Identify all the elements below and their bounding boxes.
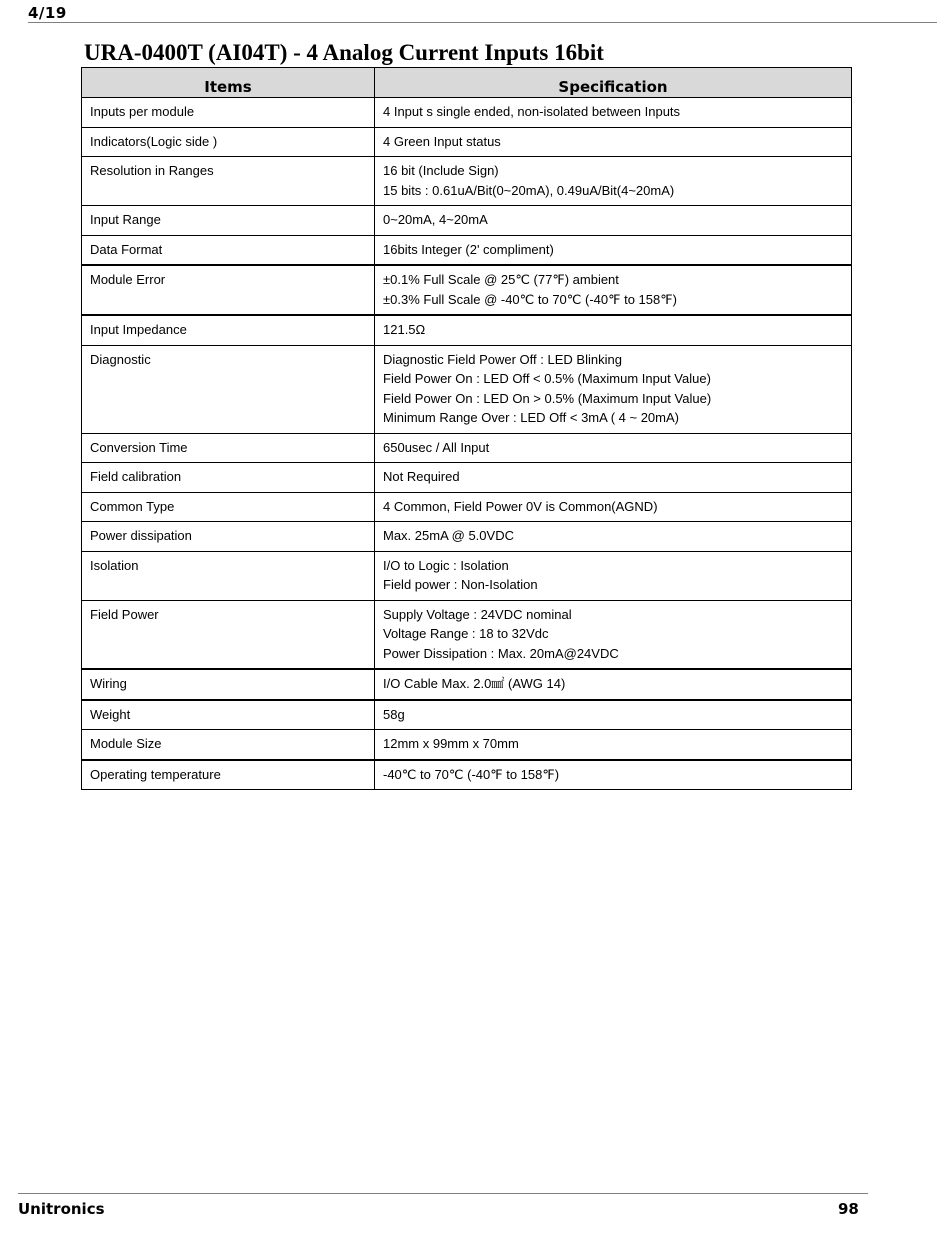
spec-line: 16 bit (Include Sign) — [383, 163, 499, 178]
spec-cell — [375, 157, 852, 206]
footer-company: Unitronics — [18, 1200, 105, 1218]
spec-cell — [375, 600, 852, 669]
header-rule — [28, 22, 937, 23]
spec-line: ±0.1% Full Scale @ 25℃ (77℉) ambient — [383, 272, 619, 287]
footer-rule — [18, 1193, 868, 1194]
item-cell: Conversion Time — [82, 433, 375, 463]
column-header-items: Items — [82, 68, 375, 98]
spec-line: Field Power On : LED Off < 0.5% (Maximum Input Value) — [383, 371, 711, 386]
spec-line: 121.5Ω — [383, 322, 426, 337]
spec-cell — [375, 265, 852, 315]
item-cell: Data Format — [82, 235, 375, 265]
spec-line: Not Required — [383, 469, 460, 484]
spec-line: 12mm x 99mm x 70mm — [383, 736, 519, 751]
spec-line: 15 bits : 0.61uA/Bit(0~20mA), 0.49uA/Bit(4~20mA) — [383, 182, 675, 198]
spec-line: 0~20mA, 4~20mA — [383, 212, 488, 227]
item-cell: Wiring — [82, 669, 375, 700]
spec-line: ±0.3% Full Scale @ -40℃ to 70℃ (-40℉ to 158℉) — [383, 291, 677, 307]
spec-line: Field power : Non-Isolation — [383, 577, 538, 592]
item-cell: Power dissipation — [82, 522, 375, 552]
item-cell: Common Type — [82, 492, 375, 522]
table-row — [82, 98, 852, 128]
table-row — [82, 315, 852, 345]
spec-cell — [375, 700, 852, 730]
spec-line: 58g — [383, 706, 405, 722]
table-row — [82, 730, 852, 760]
table-row — [82, 157, 852, 206]
spec-cell — [375, 206, 852, 236]
table-row — [82, 127, 852, 157]
table-row — [82, 265, 852, 315]
table-body — [82, 98, 852, 790]
spec-cell — [375, 551, 852, 600]
spec-line: Max. 25mA @ 5.0VDC — [383, 528, 514, 543]
table-row — [82, 669, 852, 700]
spec-cell — [375, 127, 852, 157]
item-cell: Field Power — [82, 600, 375, 669]
item-cell: Input Impedance — [82, 315, 375, 345]
spec-cell — [375, 315, 852, 345]
spec-cell — [375, 760, 852, 790]
table-row — [82, 600, 852, 669]
spec-cell — [375, 463, 852, 493]
spec-cell — [375, 433, 852, 463]
spec-line: 16bits Integer (2' compliment) — [383, 241, 554, 257]
spec-line: 4 Common, Field Power 0V is Common(AGND) — [383, 498, 658, 514]
item-cell: Diagnostic — [82, 345, 375, 433]
spec-cell — [375, 522, 852, 552]
spec-cell — [375, 235, 852, 265]
spec-cell — [375, 345, 852, 433]
item-cell: Input Range — [82, 206, 375, 236]
item-cell: Operating temperature — [82, 760, 375, 790]
spec-line: Voltage Range : 18 to 32Vdc — [383, 626, 549, 641]
column-header-specification: Specification — [375, 68, 852, 98]
spec-cell — [375, 492, 852, 522]
item-cell: Module Error — [82, 265, 375, 315]
table-row — [82, 700, 852, 730]
specification-table — [81, 67, 852, 790]
item-cell: Isolation — [82, 551, 375, 600]
spec-cell — [375, 98, 852, 128]
spec-line: 4 Green Input status — [383, 133, 501, 149]
spec-line: Supply Voltage : 24VDC nominal — [383, 606, 572, 622]
footer-page-number: 98 — [838, 1200, 859, 1218]
spec-cell — [375, 730, 852, 760]
table-row — [82, 522, 852, 552]
item-cell: Inputs per module — [82, 98, 375, 128]
spec-line: I/O to Logic : Isolation — [383, 557, 509, 573]
document-title: URA-0400T (AI04T) - 4 Analog Current Inputs 16bit — [84, 40, 604, 65]
spec-cell — [375, 669, 852, 700]
spec-line: Field Power On : LED On > 0.5% (Maximum Input Value) — [383, 390, 712, 406]
table-row — [82, 235, 852, 265]
table-row — [82, 206, 852, 236]
table-row — [82, 345, 852, 433]
item-cell: Weight — [82, 700, 375, 730]
spec-line: Minimum Range Over : LED Off < 3mA ( 4 ~ 20mA) — [383, 410, 679, 425]
spec-line: 650usec / All Input — [383, 439, 490, 455]
table-row — [82, 463, 852, 493]
table-row — [82, 433, 852, 463]
item-cell: Indicators(Logic side ) — [82, 127, 375, 157]
item-cell: Field calibration — [82, 463, 375, 493]
page-indicator: 4/19 — [28, 4, 67, 22]
spec-line: Diagnostic Field Power Off : LED Blinking — [383, 351, 622, 367]
table-row — [82, 551, 852, 600]
table-row — [82, 760, 852, 790]
item-cell: Module Size — [82, 730, 375, 760]
table-header-row — [82, 68, 852, 98]
item-cell: Resolution in Ranges — [82, 157, 375, 206]
table-row — [82, 492, 852, 522]
spec-line: -40℃ to 70℃ (-40℉ to 158℉) — [383, 766, 560, 782]
spec-line: I/O Cable Max. 2.0㎟ (AWG 14) — [383, 676, 566, 691]
spec-line: 4 Input s single ended, non-isolated between Inputs — [383, 104, 681, 119]
spec-line: Power Dissipation : Max. 20mA@24VDC — [383, 645, 619, 661]
